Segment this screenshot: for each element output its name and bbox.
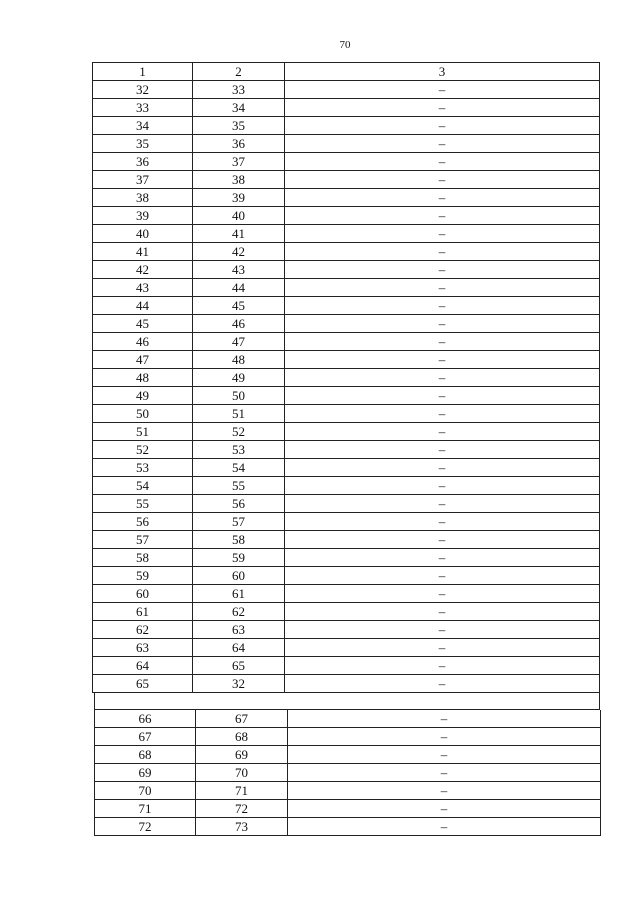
table-cell-col-2: 32 [193, 675, 285, 693]
table-cell-col-2: 58 [193, 531, 285, 549]
table-cell-col-3: – [285, 459, 600, 477]
table-cell-col-3: – [285, 441, 600, 459]
table-cell-col-2: 43 [193, 261, 285, 279]
table-row [93, 369, 600, 387]
table-cell-col-3: – [285, 531, 600, 549]
table-cell-col-1: 68 [95, 746, 196, 764]
table-cell-col-1: 65 [93, 675, 193, 693]
table-cell-col-3: – [288, 746, 601, 764]
table-row [95, 710, 601, 728]
table-cell-col-1: 38 [93, 189, 193, 207]
table-cell-col-3: – [285, 585, 600, 603]
table-cell-col-2: 73 [196, 818, 288, 836]
table-row [93, 333, 600, 351]
table-row [93, 207, 600, 225]
table-row [93, 387, 600, 405]
table-cell-col-1: 41 [93, 243, 193, 261]
table-cell-col-1: 53 [93, 459, 193, 477]
table-row [93, 495, 600, 513]
table-cell-col-3: – [285, 99, 600, 117]
table-cell-col-2: 54 [193, 459, 285, 477]
table-cell-col-1: 60 [93, 585, 193, 603]
table-cell-col-2: 57 [193, 513, 285, 531]
continuation-table [94, 710, 601, 836]
table-cell-col-3: – [285, 405, 600, 423]
table-cell-col-3: – [285, 333, 600, 351]
table-cell-col-1: 43 [93, 279, 193, 297]
table-cell-col-1: 57 [93, 531, 193, 549]
table-cell-col-3: – [285, 135, 600, 153]
table-cell-col-2: 45 [193, 297, 285, 315]
table-row [95, 728, 601, 746]
table-cell-col-1: 35 [93, 135, 193, 153]
table-cell-col-3: – [285, 81, 600, 99]
table-cell-col-1: 34 [93, 117, 193, 135]
table-row [93, 459, 600, 477]
table-cell-col-2: 35 [193, 117, 285, 135]
table-cell-col-2: 47 [193, 333, 285, 351]
table-cell-col-1: 50 [93, 405, 193, 423]
table-cell-col-3: – [285, 477, 600, 495]
table-row [93, 189, 600, 207]
table-cell-col-2: 39 [193, 189, 285, 207]
table-cell-col-2: 49 [193, 369, 285, 387]
table-cell-col-3: – [288, 710, 601, 728]
table-cell-col-1: 40 [93, 225, 193, 243]
table-cell-col-3: – [285, 567, 600, 585]
table-cell-col-3: – [288, 764, 601, 782]
table-cell-col-1: 55 [93, 495, 193, 513]
table-cell-col-2: 65 [193, 657, 285, 675]
table-cell-col-1: 32 [93, 81, 193, 99]
table-cell-col-1: 63 [93, 639, 193, 657]
table-cell-col-3: – [288, 782, 601, 800]
table-cell-col-3: – [285, 261, 600, 279]
table-row [95, 764, 601, 782]
table-cell-col-2: 68 [196, 728, 288, 746]
table-cell-col-2: 36 [193, 135, 285, 153]
table-cell-col-2: 51 [193, 405, 285, 423]
table-cell-col-2: 48 [193, 351, 285, 369]
table-row [93, 261, 600, 279]
table-row [95, 818, 601, 836]
table-row [93, 135, 600, 153]
table-row [93, 243, 600, 261]
table-row [93, 405, 600, 423]
table-cell-col-1: 36 [93, 153, 193, 171]
table-row [93, 513, 600, 531]
table-cell-col-2: 71 [196, 782, 288, 800]
table-cell-col-3: – [285, 189, 600, 207]
table-cell-col-3: – [285, 207, 600, 225]
table-cell-col-1: 64 [93, 657, 193, 675]
table-cell-col-1: 69 [95, 764, 196, 782]
table-cell-col-1: 44 [93, 297, 193, 315]
table-row [93, 153, 600, 171]
table-cell-col-2: 50 [193, 387, 285, 405]
page-number: 70 [339, 39, 351, 51]
table-cell-col-2: 56 [193, 495, 285, 513]
table-row [93, 603, 600, 621]
table-cell-col-3: – [285, 549, 600, 567]
table-cell-col-2: 69 [196, 746, 288, 764]
table-cell-col-2: 62 [193, 603, 285, 621]
table-cell-col-2: 34 [193, 99, 285, 117]
table-cell-col-2: 72 [196, 800, 288, 818]
table-cell-col-3: – [285, 621, 600, 639]
table-row [93, 297, 600, 315]
table-cell-col-2: 46 [193, 315, 285, 333]
table-cell-col-3: – [285, 495, 600, 513]
table-cell-col-2: 40 [193, 207, 285, 225]
table-cell-col-1: 62 [93, 621, 193, 639]
table-cell-col-1: 54 [93, 477, 193, 495]
table-cell-col-3: – [285, 117, 600, 135]
table-cell-col-2: 59 [193, 549, 285, 567]
table-cell-col-2: 60 [193, 567, 285, 585]
table-cell-col-1: 58 [93, 549, 193, 567]
table-cell-col-2: 33 [193, 81, 285, 99]
column-header-3: 3 [285, 63, 600, 81]
table-cell-col-3: – [285, 369, 600, 387]
table-cell-col-1: 67 [95, 728, 196, 746]
table-cell-col-3: – [285, 639, 600, 657]
table-row [93, 441, 600, 459]
table-row [93, 81, 600, 99]
table-cell-col-1: 48 [93, 369, 193, 387]
table-cell-col-1: 49 [93, 387, 193, 405]
table-cell-col-2: 37 [193, 153, 285, 171]
table-header-row [93, 63, 600, 81]
table-row [93, 585, 600, 603]
table-row [93, 315, 600, 333]
table-cell-col-1: 56 [93, 513, 193, 531]
table-cell-col-3: – [285, 243, 600, 261]
table-cell-col-1: 46 [93, 333, 193, 351]
table-row [95, 746, 601, 764]
table-cell-col-3: – [285, 513, 600, 531]
table-cell-col-1: 61 [93, 603, 193, 621]
table-cell-col-2: 52 [193, 423, 285, 441]
table-cell-col-2: 53 [193, 441, 285, 459]
table-cell-col-2: 55 [193, 477, 285, 495]
table-cell-col-2: 44 [193, 279, 285, 297]
table-cell-col-3: – [288, 818, 601, 836]
table-row [93, 171, 600, 189]
table-row [93, 567, 600, 585]
table-cell-col-2: 42 [193, 243, 285, 261]
table-cell-col-2: 38 [193, 171, 285, 189]
table-cell-col-3: – [285, 657, 600, 675]
table-row [93, 531, 600, 549]
table-cell-col-1: 33 [93, 99, 193, 117]
table-cell-col-3: – [288, 800, 601, 818]
table-row [95, 800, 601, 818]
table-cell-col-1: 71 [95, 800, 196, 818]
table-cell-col-1: 66 [95, 710, 196, 728]
table-cell-col-3: – [285, 387, 600, 405]
table-cell-col-2: 64 [193, 639, 285, 657]
table-cell-col-2: 67 [196, 710, 288, 728]
table-row [93, 279, 600, 297]
table-cell-col-1: 39 [93, 207, 193, 225]
table-gap-row [94, 693, 600, 710]
table-cell-col-2: 63 [193, 621, 285, 639]
main-table [92, 62, 600, 693]
table-cell-col-1: 37 [93, 171, 193, 189]
column-header-2: 2 [193, 63, 285, 81]
table-row [93, 225, 600, 243]
table-cell-col-1: 52 [93, 441, 193, 459]
table-cell-col-3: – [285, 603, 600, 621]
table-cell-col-3: – [285, 279, 600, 297]
table-cell-col-3: – [285, 171, 600, 189]
table-row [95, 782, 601, 800]
table-row [93, 351, 600, 369]
table-row [93, 99, 600, 117]
table-cell-col-3: – [285, 675, 600, 693]
table-row [93, 657, 600, 675]
table-row [93, 423, 600, 441]
table-cell-col-1: 42 [93, 261, 193, 279]
table-cell-col-3: – [285, 225, 600, 243]
table-cell-col-3: – [285, 297, 600, 315]
table-row [93, 549, 600, 567]
table-cell-col-2: 61 [193, 585, 285, 603]
table-cell-col-3: – [285, 351, 600, 369]
table-cell-col-1: 59 [93, 567, 193, 585]
table-cell-col-3: – [288, 728, 601, 746]
table-row [93, 639, 600, 657]
table-row [93, 621, 600, 639]
column-header-1: 1 [93, 63, 193, 81]
table-cell-col-2: 41 [193, 225, 285, 243]
table-cell-col-3: – [285, 315, 600, 333]
table-cell-col-1: 51 [93, 423, 193, 441]
table-cell-col-3: – [285, 423, 600, 441]
table-row [93, 117, 600, 135]
table-cell-col-3: – [285, 153, 600, 171]
table-cell-col-1: 70 [95, 782, 196, 800]
table-cell-col-1: 72 [95, 818, 196, 836]
table-cell-col-1: 47 [93, 351, 193, 369]
table-cell-col-1: 45 [93, 315, 193, 333]
table-row [93, 675, 600, 693]
table-row [93, 477, 600, 495]
table-cell-col-2: 70 [196, 764, 288, 782]
